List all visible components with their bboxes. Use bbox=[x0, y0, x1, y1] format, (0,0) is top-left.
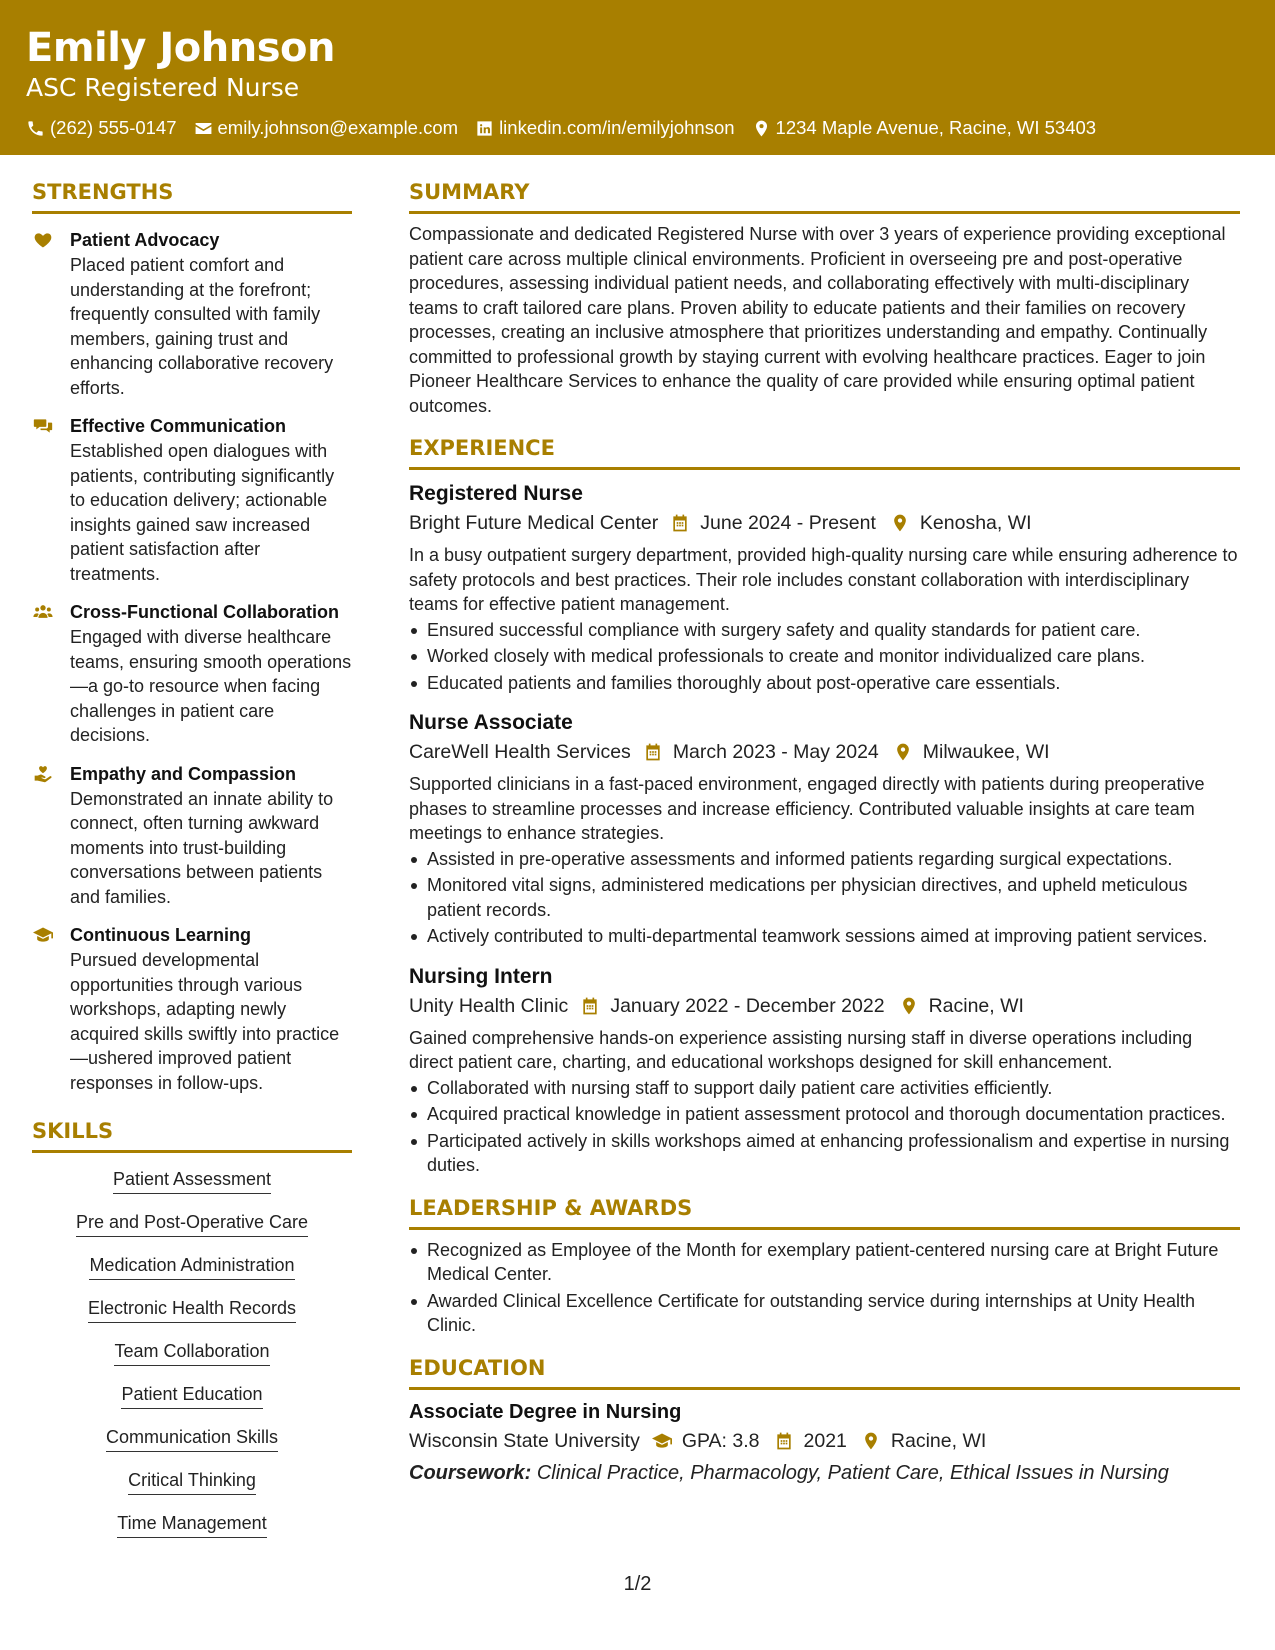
address-text: 1234 Maple Avenue, Racine, WI 53403 bbox=[775, 117, 1097, 138]
skill-item bbox=[32, 1339, 352, 1366]
job-bullets bbox=[409, 618, 1240, 696]
job-location: Milwaukee, WI bbox=[922, 741, 1050, 763]
job-bullet: Actively contributed to multi-departmental teamwork sessions aimed at improving patient services. bbox=[409, 924, 1240, 949]
strength-title: Empathy and Compassion bbox=[70, 763, 297, 784]
map-pin-icon bbox=[893, 742, 913, 762]
job-meta bbox=[409, 737, 1240, 767]
education-heading: EDUCATION bbox=[409, 1354, 1240, 1390]
contact-bar bbox=[26, 116, 1249, 140]
job-bullet: Worked closely with medical professionals to create and monitor individualized care plans. bbox=[409, 644, 1240, 669]
skill-item bbox=[32, 1253, 352, 1280]
skill-label: Electronic Health Records bbox=[88, 1296, 296, 1323]
strength-desc: Engaged with diverse healthcare teams, ensuring smooth operations—a go-to resource when facing challenges in patient care decisions. bbox=[70, 627, 352, 745]
strength-desc: Pursued developmental opportunities through various workshops, adapting newly acquired skills swiftly into practice—ushered improved patient responses in follow-ups. bbox=[70, 950, 340, 1093]
skill-label: Team Collaboration bbox=[114, 1339, 269, 1366]
job-title: Nurse Associate bbox=[409, 711, 573, 734]
experience-heading: EXPERIENCE bbox=[409, 434, 1240, 470]
job-bullets bbox=[409, 847, 1240, 949]
strength-item bbox=[32, 599, 352, 748]
summary-text: Compassionate and dedicated Registered Nurse with over 3 years of experience providing exceptional patient care across multiple clinical environments. Proficient in overseeing pre and post-operative procedures, assessing individual patient needs, and collaborating effectively with multi-disciplinary teams to craft tailored care plans. Proven ability to educate patients and their families on recovery processes, creating an inclusive atmosphere that prioritizes understanding and empathy. Continually committed to professional growth by staying current with evolving healthcare practices. Eager to join Pioneer Healthcare Services to enhance the quality of care provided while ensuring optimal patient outcomes. bbox=[409, 224, 1226, 416]
job-bullet: Collaborated with nursing staff to support daily patient care activities efficiently. bbox=[409, 1076, 1240, 1101]
job-dates: January 2022 - December 2022 bbox=[610, 994, 885, 1017]
calendar-icon bbox=[774, 1431, 794, 1451]
strength-item bbox=[32, 761, 352, 910]
job-bullet: Assisted in pre-operative assessments and informed patients regarding surgical expectations. bbox=[409, 847, 1240, 872]
skill-label: Time Management bbox=[117, 1511, 266, 1538]
job-bullets bbox=[409, 1076, 1240, 1178]
job-bullet: Monitored vital signs, administered medications per physician directives, and upheld meticulous patient records. bbox=[409, 873, 1240, 922]
job-dates: June 2024 - Present bbox=[700, 512, 876, 534]
strength-title: Patient Advocacy bbox=[70, 230, 220, 250]
phone-text: (262) 555-0147 bbox=[50, 117, 177, 138]
contact-email[interactable] bbox=[194, 116, 459, 140]
strength-title: Continuous Learning bbox=[70, 925, 251, 945]
strength-desc: Demonstrated an innate ability to connect, often turning awkward moments into trust-building conversations between patients and families. bbox=[70, 788, 334, 907]
summary-section bbox=[409, 178, 1240, 418]
phone-icon bbox=[26, 119, 45, 138]
skill-item bbox=[32, 1382, 352, 1409]
comments-icon bbox=[32, 416, 54, 436]
job-entry bbox=[409, 709, 1240, 949]
coursework-text: Clinical Practice, Pharmacology, Patient Care, Ethical Issues in Nursing bbox=[536, 1461, 1169, 1484]
school-location: Racine, WI bbox=[890, 1429, 987, 1452]
strength-item bbox=[32, 922, 352, 1095]
strength-item bbox=[32, 413, 352, 586]
skill-item bbox=[32, 1511, 352, 1538]
education-section bbox=[409, 1354, 1240, 1488]
skill-item bbox=[32, 1167, 352, 1194]
heart-icon bbox=[32, 230, 54, 250]
degree-title: Associate Degree in Nursing bbox=[409, 1400, 682, 1423]
job-company: Bright Future Medical Center bbox=[409, 512, 659, 534]
job-meta bbox=[409, 991, 1240, 1021]
strengths-heading: STRENGTHS bbox=[32, 178, 352, 214]
map-pin-icon bbox=[861, 1431, 881, 1451]
map-pin-icon bbox=[890, 513, 910, 533]
skill-label: Patient Education bbox=[121, 1382, 262, 1409]
skill-label: Communication Skills bbox=[106, 1425, 278, 1452]
skill-item bbox=[32, 1468, 352, 1495]
skills-section bbox=[32, 1117, 352, 1538]
strength-desc: Placed patient comfort and understanding at the forefront; frequently consulted with family members, gaining trust and enhancing collaborative recovery efforts. bbox=[70, 255, 334, 398]
candidate-role: ASC Registered Nurse bbox=[26, 73, 300, 102]
coursework-line bbox=[409, 1458, 1240, 1488]
job-location: Racine, WI bbox=[928, 994, 1024, 1017]
job-title: Nursing Intern bbox=[409, 964, 553, 988]
map-pin-icon bbox=[899, 996, 919, 1016]
page-number: 1/2 bbox=[623, 1573, 652, 1595]
skills-heading: SKILLS bbox=[32, 1117, 352, 1153]
summary-heading: SUMMARY bbox=[409, 178, 1240, 214]
contact-linkedin[interactable] bbox=[475, 116, 734, 140]
job-description: Supported clinicians in a fast-paced environment, engaged directly with patients during preoperative phases to streamline processes and increase efficiency. Contributed valuable insights at care team meetings to enhance strategies. bbox=[409, 774, 1205, 843]
coursework-label: Coursework: bbox=[409, 1461, 532, 1484]
gpa-value: GPA: 3.8 bbox=[681, 1429, 760, 1452]
skill-label: Critical Thinking bbox=[128, 1468, 256, 1495]
job-entry bbox=[409, 480, 1240, 695]
job-location: Kenosha, WI bbox=[919, 512, 1032, 534]
skill-list bbox=[32, 1167, 352, 1538]
graduation-cap-icon bbox=[652, 1431, 672, 1451]
users-icon bbox=[32, 602, 54, 622]
strength-item bbox=[32, 227, 352, 400]
calendar-icon bbox=[643, 742, 663, 762]
awards-section bbox=[409, 1194, 1240, 1338]
job-company: Unity Health Clinic bbox=[409, 994, 569, 1017]
linkedin-text: linkedin.com/in/emilyjohnson bbox=[499, 117, 735, 138]
resume-header bbox=[0, 0, 1275, 155]
linkedin-icon bbox=[475, 119, 494, 138]
strength-title: Effective Communication bbox=[70, 416, 287, 436]
job-description: Gained comprehensive hands-on experience assisting nursing staff in diverse operations including direct patient care, charting, and educational workshops designed for skill enhancement. bbox=[409, 1027, 1193, 1072]
hand-holding-heart-icon bbox=[32, 764, 54, 784]
skill-item bbox=[32, 1210, 352, 1237]
award-item: Recognized as Employee of the Month for exemplary patient-centered nursing care at Bright Future Medical Center. bbox=[409, 1238, 1240, 1287]
strength-desc: Established open dialogues with patients, contributing significantly to education delivery; actionable insights gained saw increased patient satisfaction after treatments. bbox=[70, 441, 335, 584]
job-dates: March 2023 - May 2024 bbox=[672, 741, 879, 763]
job-bullet: Ensured successful compliance with surgery safety and quality standards for patient care. bbox=[409, 618, 1240, 643]
job-bullet: Educated patients and families thoroughly about post-operative care essentials. bbox=[409, 671, 1240, 696]
job-company: CareWell Health Services bbox=[409, 741, 631, 763]
experience-section bbox=[409, 434, 1240, 1178]
job-description: In a busy outpatient surgery department, provided high-quality nursing care while ensuring adherence to safety protocols and best practices. Their role includes constant collaboration with interdisciplinary teams for effective patient management. bbox=[409, 545, 1238, 614]
skill-label: Medication Administration bbox=[89, 1253, 294, 1280]
skill-item bbox=[32, 1425, 352, 1452]
strengths-section bbox=[32, 178, 352, 1095]
award-list bbox=[409, 1238, 1240, 1338]
skill-label: Pre and Post-Operative Care bbox=[76, 1210, 308, 1237]
skill-item bbox=[32, 1296, 352, 1323]
envelope-icon bbox=[194, 119, 213, 138]
job-bullet: Acquired practical knowledge in patient assessment protocol and thorough documentation practices. bbox=[409, 1102, 1240, 1127]
email-text: emily.johnson@example.com bbox=[217, 117, 459, 138]
job-entry bbox=[409, 963, 1240, 1178]
calendar-icon bbox=[670, 513, 690, 533]
candidate-name: Emily Johnson bbox=[26, 25, 336, 71]
contact-address bbox=[752, 116, 1097, 140]
left-column bbox=[32, 178, 352, 1554]
contact-phone[interactable] bbox=[26, 116, 177, 140]
job-bullet: Participated actively in skills workshops aimed at enhancing professionalism and expertise in nursing duties. bbox=[409, 1129, 1240, 1178]
graduation-cap-icon bbox=[32, 925, 54, 945]
job-meta bbox=[409, 508, 1240, 538]
strength-title: Cross-Functional Collaboration bbox=[70, 602, 340, 622]
school-name: Wisconsin State University bbox=[409, 1429, 640, 1452]
skill-label: Patient Assessment bbox=[113, 1167, 271, 1194]
education-meta bbox=[409, 1426, 1240, 1456]
awards-heading: LEADERSHIP & AWARDS bbox=[409, 1194, 1240, 1230]
right-column bbox=[409, 178, 1240, 1488]
calendar-icon bbox=[580, 996, 600, 1016]
map-pin-icon bbox=[752, 119, 771, 138]
job-title: Registered Nurse bbox=[409, 482, 583, 505]
award-item: Awarded Clinical Excellence Certificate for outstanding service during internships at Unity Health Clinic. bbox=[409, 1289, 1240, 1338]
graduation-year: 2021 bbox=[803, 1429, 847, 1452]
